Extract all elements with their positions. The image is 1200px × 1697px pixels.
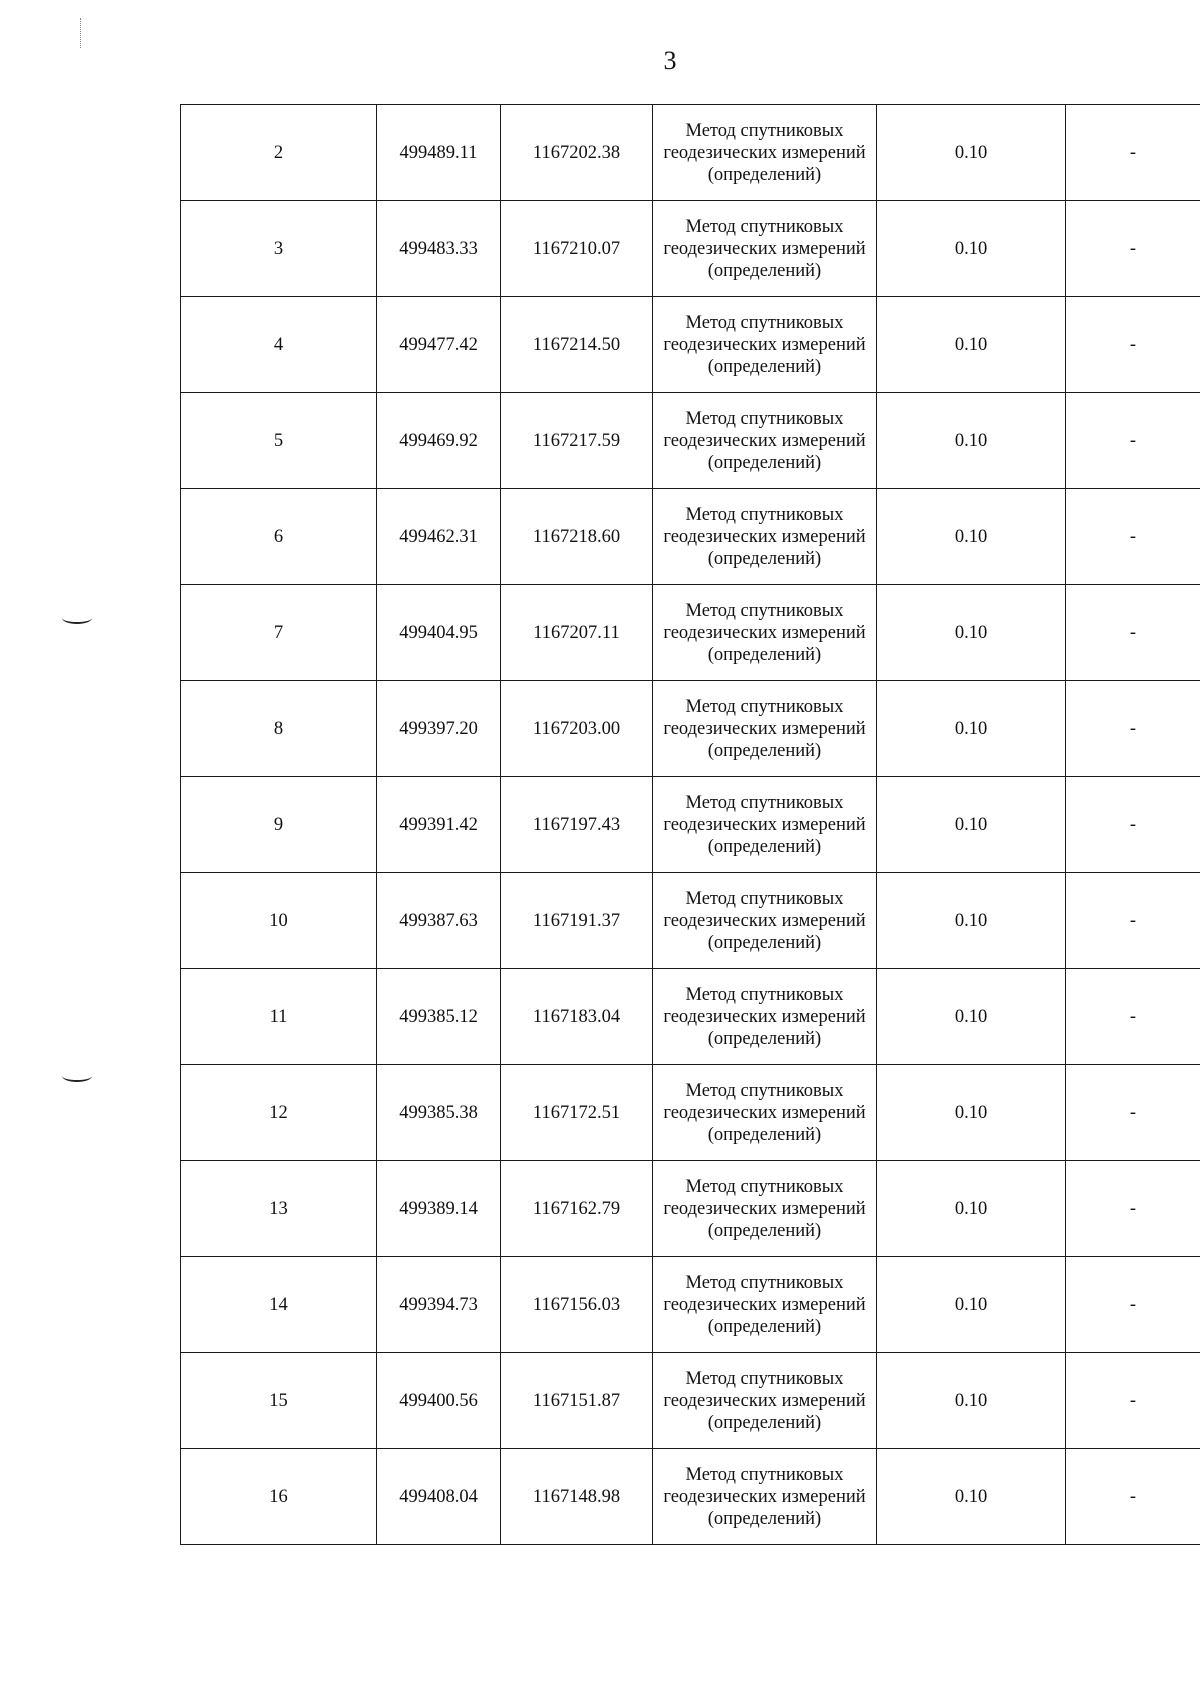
y-coordinate-cell: 1167218.60 bbox=[501, 489, 653, 585]
point-number-cell: 13 bbox=[181, 1161, 377, 1257]
description-cell: - bbox=[1066, 105, 1200, 201]
y-coordinate-cell: 1167191.37 bbox=[501, 873, 653, 969]
x-coordinate-cell: 499477.42 bbox=[377, 297, 501, 393]
table-row bbox=[181, 777, 1200, 873]
y-coordinate-cell: 1167214.50 bbox=[501, 297, 653, 393]
description-cell: - bbox=[1066, 1257, 1200, 1353]
accuracy-cell: 0.10 bbox=[877, 585, 1066, 681]
description-cell: - bbox=[1066, 969, 1200, 1065]
point-number-cell: 8 bbox=[181, 681, 377, 777]
x-coordinate-cell: 499404.95 bbox=[377, 585, 501, 681]
description-cell: - bbox=[1066, 681, 1200, 777]
point-number-cell: 7 bbox=[181, 585, 377, 681]
description-cell: - bbox=[1066, 585, 1200, 681]
accuracy-cell: 0.10 bbox=[877, 1449, 1066, 1545]
method-cell: Метод спутниковых геодезических измерений (определений) bbox=[653, 969, 877, 1065]
accuracy-cell: 0.10 bbox=[877, 105, 1066, 201]
description-cell: - bbox=[1066, 777, 1200, 873]
y-coordinate-cell: 1167207.11 bbox=[501, 585, 653, 681]
binding-hole-mark bbox=[62, 612, 92, 624]
method-cell: Метод спутниковых геодезических измерений (определений) bbox=[653, 201, 877, 297]
table-row bbox=[181, 969, 1200, 1065]
x-coordinate-cell: 499469.92 bbox=[377, 393, 501, 489]
point-number-cell: 16 bbox=[181, 1449, 377, 1545]
table-row bbox=[181, 1449, 1200, 1545]
table-row bbox=[181, 1353, 1200, 1449]
binding-hole-mark bbox=[62, 1070, 92, 1082]
point-number-cell: 2 bbox=[181, 105, 377, 201]
x-coordinate-cell: 499400.56 bbox=[377, 1353, 501, 1449]
description-cell: - bbox=[1066, 1353, 1200, 1449]
table-row bbox=[181, 297, 1200, 393]
point-number-cell: 11 bbox=[181, 969, 377, 1065]
point-number-cell: 14 bbox=[181, 1257, 377, 1353]
table-row bbox=[181, 1257, 1200, 1353]
x-coordinate-cell: 499394.73 bbox=[377, 1257, 501, 1353]
method-cell: Метод спутниковых геодезических измерений (определений) bbox=[653, 393, 877, 489]
x-coordinate-cell: 499397.20 bbox=[377, 681, 501, 777]
point-number-cell: 3 bbox=[181, 201, 377, 297]
description-cell: - bbox=[1066, 393, 1200, 489]
accuracy-cell: 0.10 bbox=[877, 201, 1066, 297]
accuracy-cell: 0.10 bbox=[877, 1161, 1066, 1257]
table-row bbox=[181, 489, 1200, 585]
point-number-cell: 12 bbox=[181, 1065, 377, 1161]
method-cell: Метод спутниковых геодезических измерений (определений) bbox=[653, 777, 877, 873]
table-row bbox=[181, 393, 1200, 489]
x-coordinate-cell: 499389.14 bbox=[377, 1161, 501, 1257]
accuracy-cell: 0.10 bbox=[877, 1065, 1066, 1161]
table-row bbox=[181, 1065, 1200, 1161]
accuracy-cell: 0.10 bbox=[877, 873, 1066, 969]
y-coordinate-cell: 1167156.03 bbox=[501, 1257, 653, 1353]
accuracy-cell: 0.10 bbox=[877, 777, 1066, 873]
accuracy-cell: 0.10 bbox=[877, 681, 1066, 777]
point-number-cell: 6 bbox=[181, 489, 377, 585]
table-row bbox=[181, 585, 1200, 681]
coordinates-table bbox=[180, 104, 1200, 1545]
y-coordinate-cell: 1167162.79 bbox=[501, 1161, 653, 1257]
table-row bbox=[181, 681, 1200, 777]
description-cell: - bbox=[1066, 873, 1200, 969]
x-coordinate-cell: 499387.63 bbox=[377, 873, 501, 969]
y-coordinate-cell: 1167151.87 bbox=[501, 1353, 653, 1449]
method-cell: Метод спутниковых геодезических измерений (определений) bbox=[653, 1353, 877, 1449]
point-number-cell: 9 bbox=[181, 777, 377, 873]
method-cell: Метод спутниковых геодезических измерений (определений) bbox=[653, 105, 877, 201]
y-coordinate-cell: 1167217.59 bbox=[501, 393, 653, 489]
x-coordinate-cell: 499385.12 bbox=[377, 969, 501, 1065]
accuracy-cell: 0.10 bbox=[877, 1353, 1066, 1449]
table-row bbox=[181, 873, 1200, 969]
description-cell: - bbox=[1066, 1065, 1200, 1161]
table-row bbox=[181, 105, 1200, 201]
method-cell: Метод спутниковых геодезических измерений (определений) bbox=[653, 489, 877, 585]
x-coordinate-cell: 499489.11 bbox=[377, 105, 501, 201]
x-coordinate-cell: 499408.04 bbox=[377, 1449, 501, 1545]
x-coordinate-cell: 499462.31 bbox=[377, 489, 501, 585]
y-coordinate-cell: 1167202.38 bbox=[501, 105, 653, 201]
description-cell: - bbox=[1066, 1161, 1200, 1257]
x-coordinate-cell: 499385.38 bbox=[377, 1065, 501, 1161]
x-coordinate-cell: 499391.42 bbox=[377, 777, 501, 873]
method-cell: Метод спутниковых геодезических измерений (определений) bbox=[653, 1449, 877, 1545]
point-number-cell: 5 bbox=[181, 393, 377, 489]
table-row bbox=[181, 201, 1200, 297]
method-cell: Метод спутниковых геодезических измерений (определений) bbox=[653, 297, 877, 393]
y-coordinate-cell: 1167183.04 bbox=[501, 969, 653, 1065]
method-cell: Метод спутниковых геодезических измерений (определений) bbox=[653, 585, 877, 681]
description-cell: - bbox=[1066, 297, 1200, 393]
y-coordinate-cell: 1167148.98 bbox=[501, 1449, 653, 1545]
x-coordinate-cell: 499483.33 bbox=[377, 201, 501, 297]
point-number-cell: 10 bbox=[181, 873, 377, 969]
method-cell: Метод спутниковых геодезических измерений (определений) bbox=[653, 873, 877, 969]
description-cell: - bbox=[1066, 201, 1200, 297]
description-cell: - bbox=[1066, 1449, 1200, 1545]
y-coordinate-cell: 1167197.43 bbox=[501, 777, 653, 873]
y-coordinate-cell: 1167172.51 bbox=[501, 1065, 653, 1161]
page-number: 3 bbox=[663, 46, 677, 75]
point-number-cell: 15 bbox=[181, 1353, 377, 1449]
accuracy-cell: 0.10 bbox=[877, 969, 1066, 1065]
margin-scribble bbox=[80, 18, 87, 48]
accuracy-cell: 0.10 bbox=[877, 393, 1066, 489]
description-cell: - bbox=[1066, 489, 1200, 585]
table-row bbox=[181, 1161, 1200, 1257]
y-coordinate-cell: 1167203.00 bbox=[501, 681, 653, 777]
method-cell: Метод спутниковых геодезических измерений (определений) bbox=[653, 1161, 877, 1257]
method-cell: Метод спутниковых геодезических измерений (определений) bbox=[653, 1257, 877, 1353]
accuracy-cell: 0.10 bbox=[877, 489, 1066, 585]
method-cell: Метод спутниковых геодезических измерений (определений) bbox=[653, 1065, 877, 1161]
accuracy-cell: 0.10 bbox=[877, 297, 1066, 393]
point-number-cell: 4 bbox=[181, 297, 377, 393]
coordinates-table-body bbox=[181, 105, 1200, 1545]
y-coordinate-cell: 1167210.07 bbox=[501, 201, 653, 297]
accuracy-cell: 0.10 bbox=[877, 1257, 1066, 1353]
method-cell: Метод спутниковых геодезических измерений (определений) bbox=[653, 681, 877, 777]
